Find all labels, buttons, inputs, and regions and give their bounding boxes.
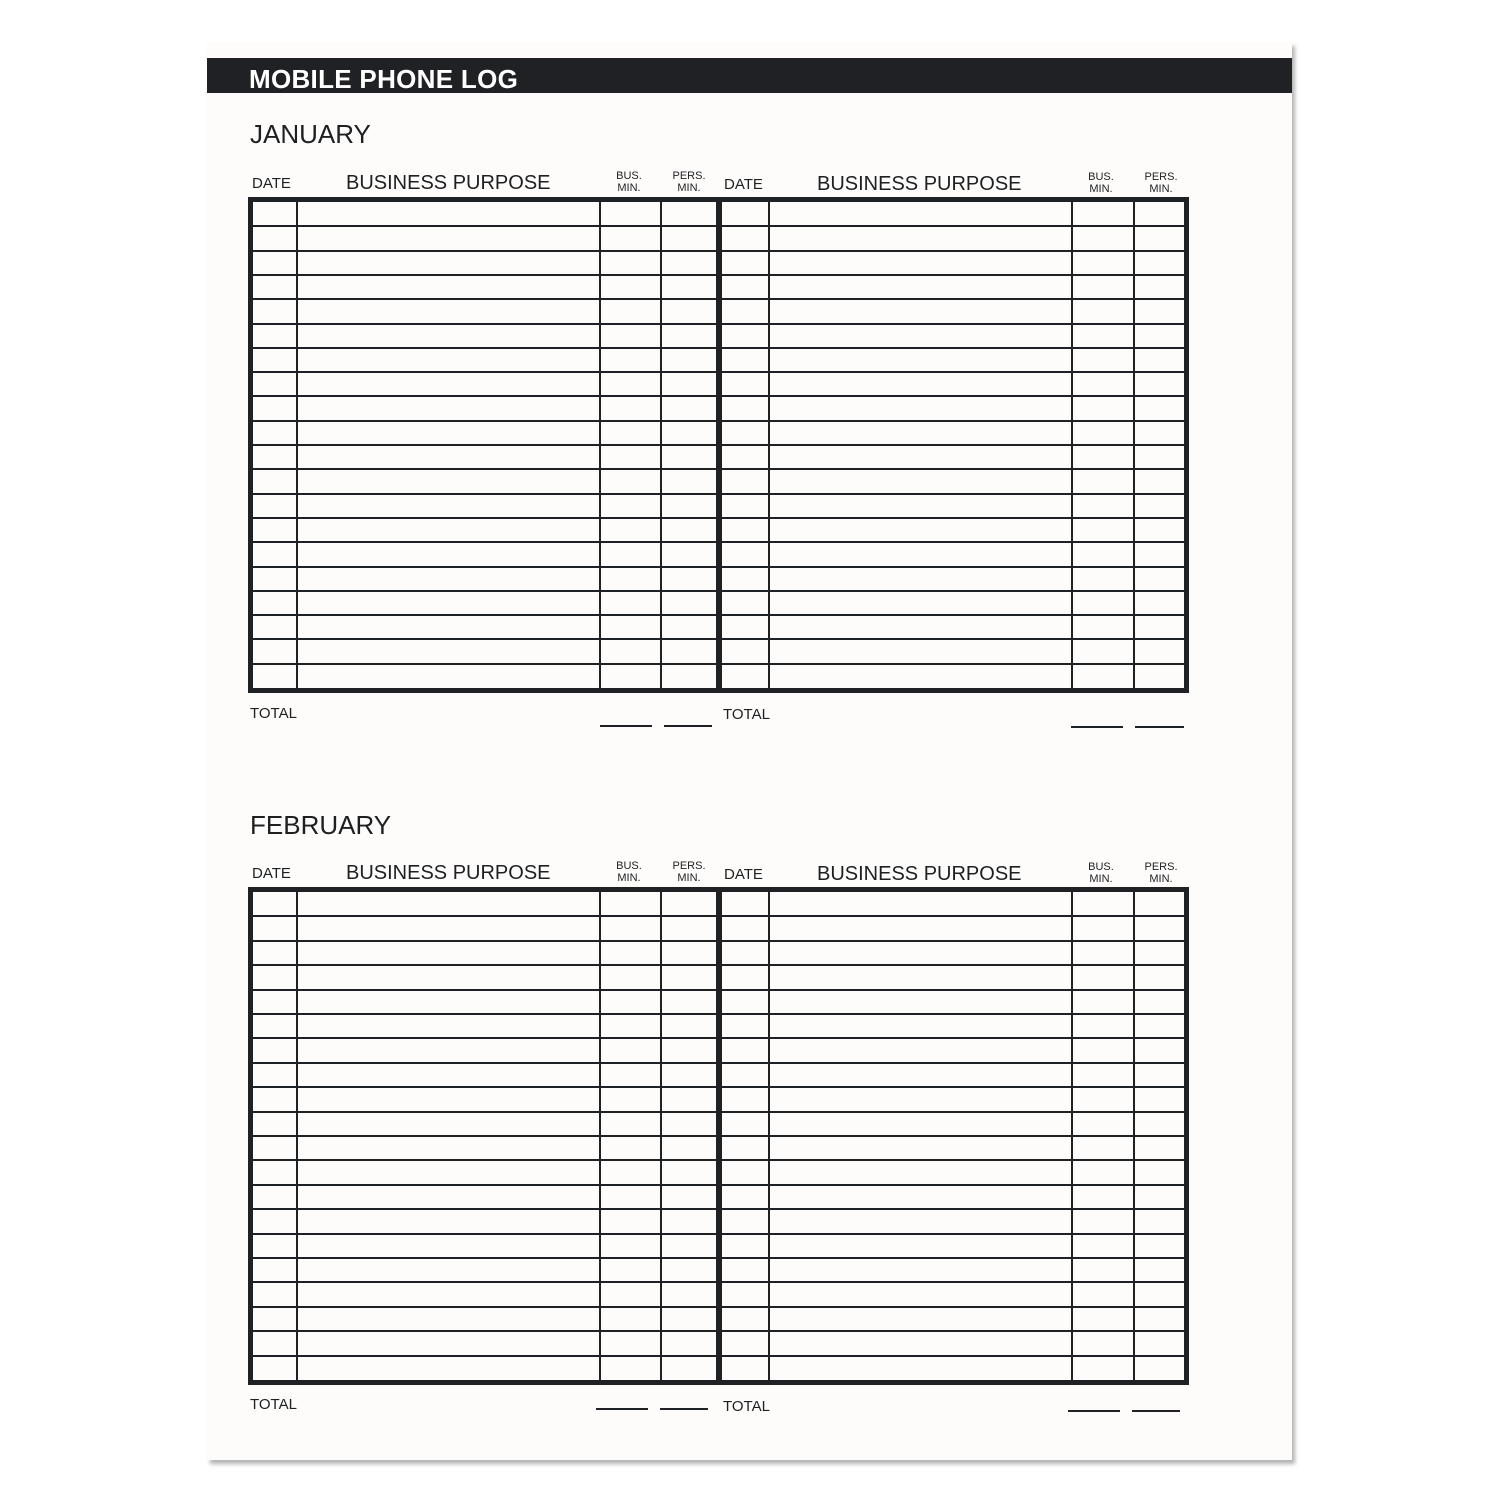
log-entry-row[interactable] — [722, 1258, 1184, 1282]
column-rule — [660, 892, 662, 1380]
column-rule — [768, 202, 770, 688]
total-bus-min-blank-right[interactable] — [1071, 726, 1123, 728]
center-divider — [716, 202, 722, 688]
log-entry-row[interactable] — [722, 494, 1184, 518]
log-entry-row[interactable] — [722, 916, 1184, 940]
total-bus-min-blank-left[interactable] — [596, 1408, 648, 1410]
log-entry-row[interactable] — [253, 1331, 716, 1355]
total-bus-min-blank-left[interactable] — [600, 725, 652, 727]
column-header-bus-min: BUS. MIN. — [616, 860, 642, 884]
log-entry-row[interactable] — [253, 1112, 716, 1136]
log-entry-row[interactable] — [722, 202, 1184, 226]
column-rule — [768, 892, 770, 1380]
column-header-pers-min: PERS. MIN. — [1144, 861, 1178, 885]
log-entry-row[interactable] — [722, 1356, 1184, 1380]
center-divider — [716, 892, 722, 1380]
log-page — [207, 42, 1292, 1460]
log-entry-row[interactable] — [722, 421, 1184, 445]
log-entry-row[interactable] — [253, 1087, 716, 1111]
column-rule — [1071, 202, 1073, 688]
log-entry-row[interactable] — [253, 372, 716, 396]
log-entry-row[interactable] — [253, 567, 716, 591]
log-entry-row[interactable] — [722, 1063, 1184, 1087]
log-entry-row[interactable] — [253, 348, 716, 372]
log-entry-row[interactable] — [722, 1087, 1184, 1111]
column-header-bus-min: BUS. MIN. — [1088, 171, 1114, 195]
log-entry-row[interactable] — [253, 202, 716, 226]
log-entry-row[interactable] — [722, 518, 1184, 542]
total-pers-min-blank-right[interactable] — [1135, 726, 1184, 728]
column-header-business-purpose: BUSINESS PURPOSE — [817, 173, 1022, 195]
log-entry-row[interactable] — [722, 324, 1184, 348]
log-entry-row[interactable] — [722, 892, 1184, 916]
column-header-pers-min: PERS. MIN. — [672, 860, 706, 884]
column-header-date: DATE — [724, 176, 763, 193]
column-rule — [599, 892, 601, 1380]
total-label: TOTAL — [723, 706, 770, 723]
log-entry-row[interactable] — [722, 1331, 1184, 1355]
log-entry-row[interactable] — [253, 542, 716, 566]
log-column-left — [253, 202, 716, 688]
log-entry-row[interactable] — [253, 1014, 716, 1038]
log-entry-row[interactable] — [253, 639, 716, 663]
log-entry-row[interactable] — [253, 892, 716, 916]
log-entry-row[interactable] — [253, 324, 716, 348]
log-entry-row[interactable] — [722, 226, 1184, 250]
total-pers-min-blank-left[interactable] — [660, 1408, 708, 1410]
log-entry-row[interactable] — [253, 1136, 716, 1160]
log-entry-row[interactable] — [253, 1063, 716, 1087]
log-entry-row[interactable] — [722, 1014, 1184, 1038]
log-entry-row[interactable] — [253, 1234, 716, 1258]
log-entry-row[interactable] — [253, 445, 716, 469]
total-pers-min-blank-right[interactable] — [1132, 1410, 1180, 1412]
log-entry-row[interactable] — [722, 615, 1184, 639]
log-entry-row[interactable] — [253, 1038, 716, 1062]
log-entry-row[interactable] — [722, 567, 1184, 591]
log-entry-row[interactable] — [722, 348, 1184, 372]
log-entry-row[interactable] — [722, 542, 1184, 566]
log-entry-row[interactable] — [253, 421, 716, 445]
log-entry-row[interactable] — [722, 591, 1184, 615]
total-label: TOTAL — [250, 1396, 297, 1413]
column-rule — [660, 202, 662, 688]
log-entry-row[interactable] — [253, 1258, 716, 1282]
log-entry-row[interactable] — [253, 396, 716, 420]
log-entry-row[interactable] — [253, 1307, 716, 1331]
column-header-date: DATE — [252, 865, 291, 882]
total-pers-min-blank-left[interactable] — [664, 725, 712, 727]
log-entry-row[interactable] — [253, 275, 716, 299]
log-entry-row[interactable] — [722, 1160, 1184, 1184]
column-rule — [296, 202, 298, 688]
month-title: JANUARY — [250, 119, 371, 149]
log-entry-row[interactable] — [722, 941, 1184, 965]
log-entry-row[interactable] — [253, 990, 716, 1014]
log-entry-row[interactable] — [253, 1185, 716, 1209]
column-header-business-purpose: BUSINESS PURPOSE — [346, 172, 551, 194]
column-header-date: DATE — [252, 175, 291, 192]
log-entry-row[interactable] — [722, 1038, 1184, 1062]
log-entry-row[interactable] — [253, 494, 716, 518]
column-header-pers-min: PERS. MIN. — [672, 170, 706, 194]
document-title: MOBILE PHONE LOG — [249, 64, 519, 94]
column-header-bus-min: BUS. MIN. — [1088, 861, 1114, 885]
log-entry-row[interactable] — [722, 469, 1184, 493]
log-entry-row[interactable] — [253, 251, 716, 275]
column-rule — [1071, 892, 1073, 1380]
column-rule — [1133, 892, 1135, 1380]
log-entry-row[interactable] — [722, 1136, 1184, 1160]
log-entry-row[interactable] — [253, 1209, 716, 1233]
column-header-date: DATE — [724, 866, 763, 883]
log-entry-row[interactable] — [253, 615, 716, 639]
column-header-bus-min: BUS. MIN. — [616, 170, 642, 194]
log-entry-row[interactable] — [722, 664, 1184, 688]
total-bus-min-blank-right[interactable] — [1068, 1410, 1120, 1412]
total-label: TOTAL — [250, 705, 297, 722]
log-entry-row[interactable] — [722, 990, 1184, 1014]
log-entry-row[interactable] — [722, 965, 1184, 989]
log-entry-row[interactable] — [253, 469, 716, 493]
title-bar — [207, 58, 1292, 93]
log-entry-row[interactable] — [722, 639, 1184, 663]
log-table-february — [248, 887, 1189, 1385]
log-entry-row[interactable] — [253, 591, 716, 615]
log-entry-row[interactable] — [722, 445, 1184, 469]
log-entry-row[interactable] — [722, 1307, 1184, 1331]
log-entry-row[interactable] — [253, 1282, 716, 1306]
column-rule — [1133, 202, 1135, 688]
log-column-right — [722, 202, 1184, 688]
log-entry-row[interactable] — [722, 1112, 1184, 1136]
log-entry-row[interactable] — [722, 275, 1184, 299]
log-entry-row[interactable] — [253, 299, 716, 323]
log-entry-row[interactable] — [253, 518, 716, 542]
log-entry-row[interactable] — [722, 1234, 1184, 1258]
month-title: FEBRUARY — [250, 810, 392, 840]
log-entry-row[interactable] — [253, 965, 716, 989]
column-header-business-purpose: BUSINESS PURPOSE — [817, 863, 1022, 885]
log-entry-row[interactable] — [253, 941, 716, 965]
column-rule — [296, 892, 298, 1380]
log-entry-row[interactable] — [253, 1356, 716, 1380]
log-column-right — [722, 892, 1184, 1380]
log-entry-row[interactable] — [722, 299, 1184, 323]
log-entry-row[interactable] — [253, 916, 716, 940]
log-entry-row[interactable] — [253, 1160, 716, 1184]
column-rule — [599, 202, 601, 688]
log-entry-row[interactable] — [722, 251, 1184, 275]
total-label: TOTAL — [723, 1398, 770, 1415]
log-entry-row[interactable] — [722, 1185, 1184, 1209]
log-entry-row[interactable] — [253, 226, 716, 250]
log-entry-row[interactable] — [722, 1209, 1184, 1233]
log-entry-row[interactable] — [722, 396, 1184, 420]
column-header-pers-min: PERS. MIN. — [1144, 171, 1178, 195]
log-entry-row[interactable] — [722, 372, 1184, 396]
log-entry-row[interactable] — [722, 1282, 1184, 1306]
log-table-january — [248, 197, 1189, 693]
log-column-left — [253, 892, 716, 1380]
column-header-business-purpose: BUSINESS PURPOSE — [346, 862, 551, 884]
log-entry-row[interactable] — [253, 664, 716, 688]
